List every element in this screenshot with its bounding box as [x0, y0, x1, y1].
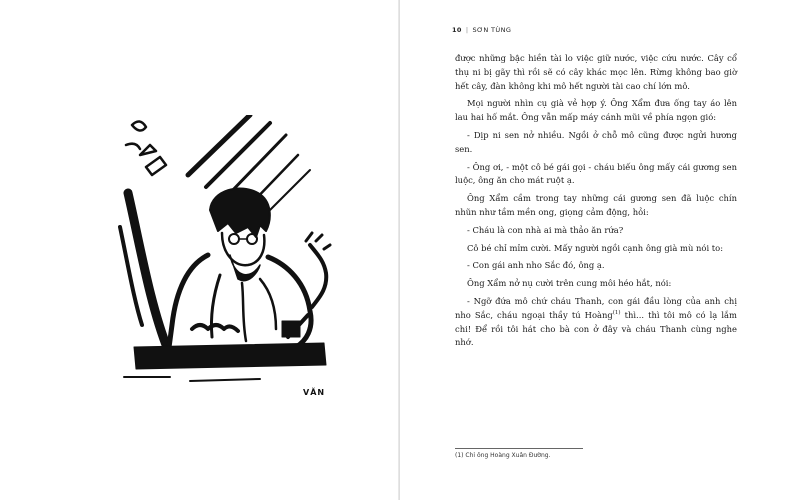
- footnote-marker[interactable]: (1): [612, 309, 621, 316]
- paragraph: Mọi người nhìn cụ già vẻ hợp ý. Ông Xẩm đưa ống tay áo lên lau hai hố mắt. Ông vẫn mấp máy cánh mũi về phía ngọn gió:: [455, 98, 737, 123]
- artist-signature: VĂN: [303, 388, 326, 397]
- dialogue-line: [455, 295, 737, 350]
- running-header: [452, 26, 511, 34]
- paragraph-text: - Ngỡ đứa mô chứ cháu Thanh, con gái đầu lòng của anh chị nho Sắc, cháu ngoại thầy tú Hoàng: [455, 295, 737, 320]
- dialogue-line: - Ông ơi, - một cô bé gái gọi - cháu biếu ông mấy cái gương sen luộc, ông ăn cho mát ruột ạ.: [455, 161, 737, 186]
- dialogue-line: - Dịp ni sen nở nhiều. Ngồi ở chỗ mô cũng được ngửi hương sen.: [455, 129, 737, 154]
- dialogue-line: - Cháu là con nhà ai mà thảo ăn rứa?: [467, 224, 624, 235]
- author-name: SƠN TÙNG: [472, 26, 512, 34]
- paragraph: được những bậc hiền tài lo việc giữ nước, việc cứu nước. Cây cổ thụ ni bị gãy thì rồi sẽ có cây khác mọc lên. Rừng không bao giờ hết cây, đàn không khi mô hết người tài cao chí lớn mô.: [455, 53, 737, 91]
- paragraph-text: thì... thì tôi mô có lạ lắm chi! Để rồi tôi hát cho bà con ở đây và cháu Thanh cùng nghe nhớ.: [455, 309, 737, 348]
- ink-sketch-old-man-at-table-icon: [110, 115, 360, 415]
- paragraph: Ông Xẩm cầm trong tay những cái gương sen đã luộc chín nhũn như tầm mền ong, giọng cảm động, hỏi:: [455, 193, 737, 217]
- body-text: [455, 52, 737, 354]
- header-separator: |: [465, 26, 469, 34]
- page-number: 10: [452, 26, 462, 34]
- dialogue-line: - Con gái anh nho Sắc đó, ông ạ.: [467, 260, 605, 271]
- footnote-divider: [455, 448, 583, 449]
- footnote: (1) Chỉ ông Hoàng Xuân Đường.: [455, 452, 551, 459]
- paragraph: Ông Xẩm nở nụ cười trên cung môi héo hắt, nói:: [467, 278, 672, 289]
- paragraph: Cô bé chỉ mỉm cười. Mấy người ngồi cạnh ông già mù nói to:: [467, 242, 724, 253]
